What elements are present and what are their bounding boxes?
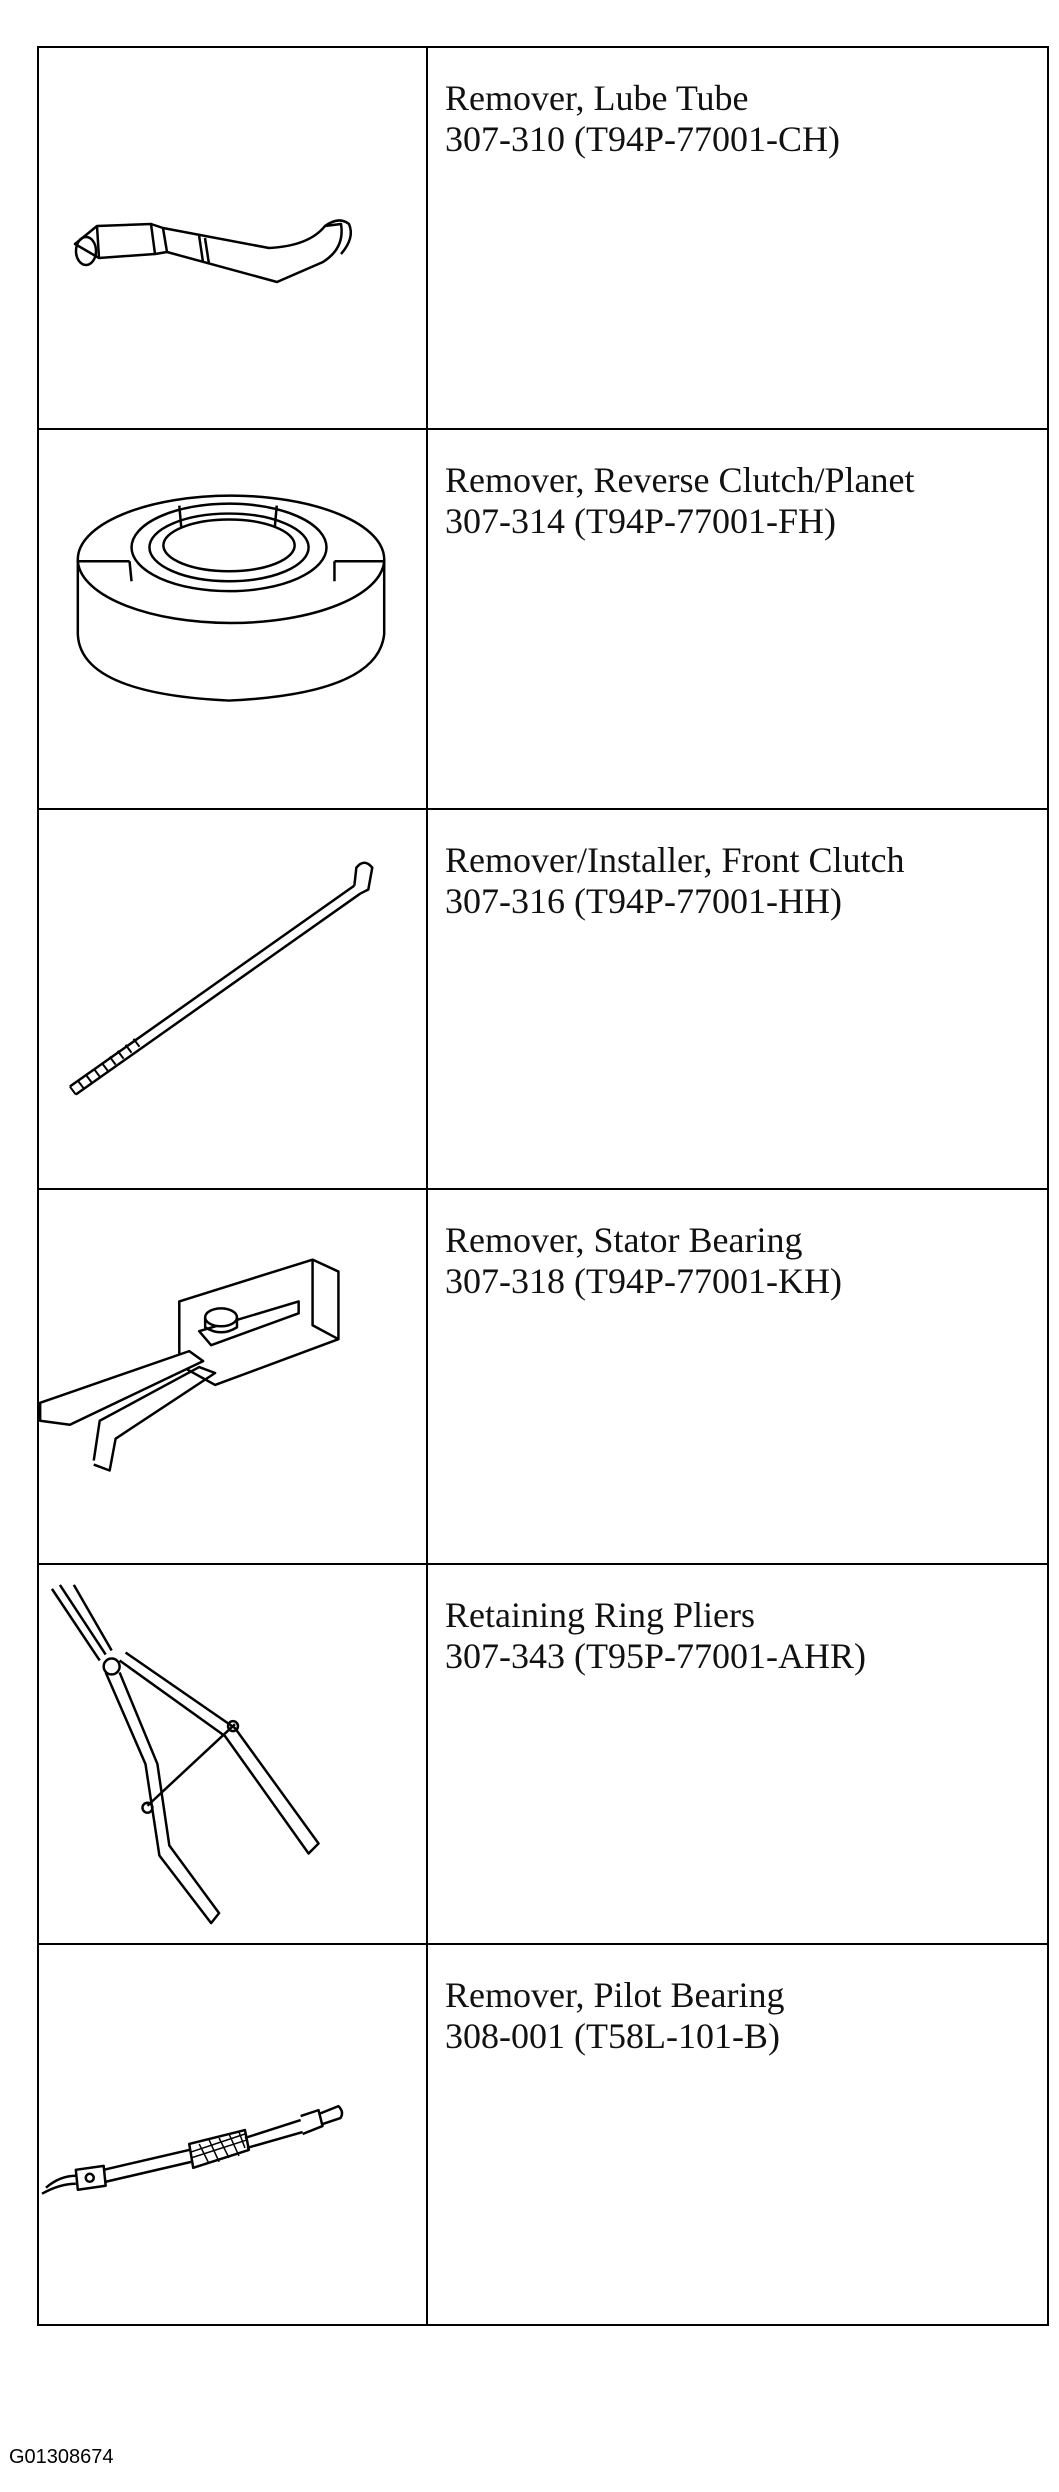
- tool-row: [39, 1188, 1047, 1563]
- front-clutch-remover-installer-illustration: [39, 810, 426, 1188]
- lube-tube-remover-icon: [39, 48, 426, 428]
- tool-description: [426, 48, 1047, 428]
- tool-name: Remover/Installer, Front Clutch: [445, 840, 905, 880]
- tool-description: [426, 430, 1047, 808]
- tool-description: [426, 1190, 1047, 1563]
- tool-name: Retaining Ring Pliers: [445, 1595, 755, 1635]
- tool-row: [39, 48, 1047, 428]
- tool-description: [426, 1565, 1047, 1943]
- stator-bearing-remover-icon: [39, 1190, 426, 1563]
- pilot-bearing-remover-icon: [39, 1945, 426, 2324]
- lube-tube-remover-illustration: [39, 48, 426, 428]
- tool-part-number: 308-001 (T58L-101-B): [445, 2016, 780, 2056]
- tool-description: [426, 1945, 1047, 2324]
- tool-name: Remover, Stator Bearing: [445, 1220, 803, 1260]
- tool-description: [426, 810, 1047, 1188]
- special-tools-table: [37, 46, 1049, 2326]
- tool-part-number: 307-318 (T94P-77001-KH): [445, 1261, 842, 1301]
- tool-row: [39, 1943, 1047, 2324]
- reverse-clutch-planet-remover-illustration: [39, 430, 426, 808]
- stator-bearing-remover-illustration: [39, 1190, 426, 1563]
- tool-row: [39, 1563, 1047, 1943]
- tool-row: [39, 428, 1047, 808]
- tool-part-number: 307-316 (T94P-77001-HH): [445, 881, 842, 921]
- tool-part-number: 307-314 (T94P-77001-FH): [445, 501, 836, 541]
- pilot-bearing-remover-illustration: [39, 1945, 426, 2324]
- front-clutch-remover-installer-icon: [39, 810, 426, 1188]
- tool-row: [39, 808, 1047, 1188]
- tool-name: Remover, Reverse Clutch/Planet: [445, 460, 915, 500]
- tool-part-number: 307-343 (T95P-77001-AHR): [445, 1636, 866, 1676]
- reverse-clutch-planet-remover-icon: [39, 430, 426, 808]
- figure-id: G01308674: [9, 2446, 114, 2468]
- retaining-ring-pliers-illustration: [39, 1565, 426, 1943]
- tool-name: Remover, Lube Tube: [445, 78, 749, 118]
- tool-name: Remover, Pilot Bearing: [445, 1975, 785, 2015]
- tool-part-number: 307-310 (T94P-77001-CH): [445, 119, 840, 159]
- retaining-ring-pliers-icon: [39, 1565, 426, 1943]
